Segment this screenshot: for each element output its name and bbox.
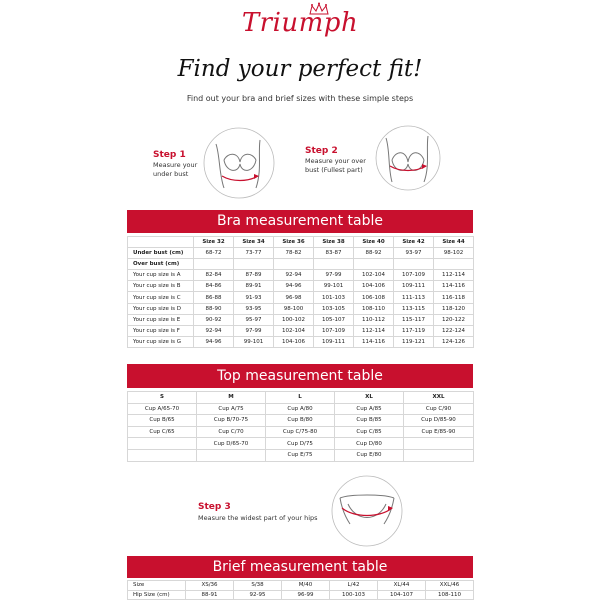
table-cell bbox=[234, 259, 274, 270]
table-cell: 87-89 bbox=[234, 270, 274, 281]
table-cell: 88-90 bbox=[194, 303, 234, 314]
table-cell bbox=[394, 259, 434, 270]
table-cell: 117-119 bbox=[394, 325, 434, 336]
table-row bbox=[128, 259, 474, 270]
table-cell bbox=[434, 259, 474, 270]
overbust-illustration bbox=[374, 124, 442, 192]
table-cell: 86-88 bbox=[194, 292, 234, 303]
table-row bbox=[128, 403, 474, 415]
table-cell: 103-105 bbox=[314, 303, 354, 314]
table-row bbox=[128, 426, 474, 438]
table-cell: 98-100 bbox=[274, 303, 314, 314]
table-cell: L/42 bbox=[330, 581, 378, 591]
table-cell: 93-97 bbox=[394, 248, 434, 259]
table-cell: Cup D/65-70 bbox=[197, 438, 266, 450]
table-cell: 98-102 bbox=[434, 248, 474, 259]
step2-title: Step 2 bbox=[305, 146, 338, 156]
brief-table-title: Brief measurement table bbox=[127, 556, 473, 578]
header-cell: M bbox=[197, 392, 266, 404]
table-cell: 122-124 bbox=[434, 325, 474, 336]
table-cell: XXL/46 bbox=[426, 581, 474, 591]
table-cell: Cup C/70 bbox=[197, 426, 266, 438]
step1-title: Step 1 bbox=[153, 150, 186, 160]
table-cell: 92-94 bbox=[194, 325, 234, 336]
step3-title: Step 3 bbox=[198, 502, 231, 512]
header-cell: Size 34 bbox=[234, 237, 274, 248]
table-cell bbox=[404, 449, 474, 461]
table-header-row bbox=[128, 237, 474, 248]
table-cell: 96-99 bbox=[282, 590, 330, 600]
table-row bbox=[128, 415, 474, 427]
table-cell: Cup C/75-80 bbox=[266, 426, 335, 438]
step1-text bbox=[153, 161, 197, 179]
table-cell: 105-107 bbox=[314, 314, 354, 325]
underbust-illustration bbox=[202, 126, 276, 200]
header-cell: S bbox=[128, 392, 197, 404]
step2-text bbox=[305, 157, 366, 175]
table-cell: 107-109 bbox=[314, 325, 354, 336]
table-cell: 102-104 bbox=[354, 270, 394, 281]
table-header-row bbox=[128, 392, 474, 404]
table-cell: Cup C/90 bbox=[404, 403, 474, 415]
row-label: Your cup size is G bbox=[128, 336, 194, 347]
table-cell: 92-95 bbox=[234, 590, 282, 600]
row-label: Your cup size is B bbox=[128, 281, 194, 292]
header-cell: Size 40 bbox=[354, 237, 394, 248]
brand-logo: Triumph bbox=[241, 8, 359, 38]
table-cell bbox=[128, 449, 197, 461]
row-label: Hip Size (cm) bbox=[128, 590, 186, 600]
table-cell: 94-96 bbox=[194, 336, 234, 347]
table-cell: Cup B/80 bbox=[266, 415, 335, 427]
table-cell: 110-112 bbox=[354, 314, 394, 325]
table-row bbox=[128, 336, 474, 347]
table-cell: 83-87 bbox=[314, 248, 354, 259]
table-cell: Cup A/75 bbox=[197, 403, 266, 415]
table-row bbox=[128, 281, 474, 292]
header-cell: L bbox=[266, 392, 335, 404]
table-row bbox=[128, 248, 474, 259]
step2-line1: Measure your over bbox=[305, 157, 366, 165]
table-cell: 82-84 bbox=[194, 270, 234, 281]
table-cell: Cup D/85-90 bbox=[404, 415, 474, 427]
row-label: Over bust (cm) bbox=[128, 259, 194, 270]
table-cell: 124-126 bbox=[434, 336, 474, 347]
table-row bbox=[128, 325, 474, 336]
hip-illustration bbox=[330, 474, 404, 548]
table-cell: Cup B/65 bbox=[128, 415, 197, 427]
table-cell: 88-91 bbox=[186, 590, 234, 600]
table-cell: 68-72 bbox=[194, 248, 234, 259]
table-cell: 118-120 bbox=[434, 303, 474, 314]
table-cell: 100-102 bbox=[274, 314, 314, 325]
table-cell: 113-115 bbox=[394, 303, 434, 314]
table-cell: 88-92 bbox=[354, 248, 394, 259]
table-row bbox=[128, 314, 474, 325]
table-cell: Cup C/85 bbox=[335, 426, 404, 438]
table-cell: Cup E/80 bbox=[335, 449, 404, 461]
table-cell: Cup D/80 bbox=[335, 438, 404, 450]
table-cell: 112-114 bbox=[434, 270, 474, 281]
table-cell: M/40 bbox=[282, 581, 330, 591]
table-cell: Cup E/85-90 bbox=[404, 426, 474, 438]
table-cell: 111-113 bbox=[394, 292, 434, 303]
row-label: Size bbox=[128, 581, 186, 591]
table-cell: Cup B/70-75 bbox=[197, 415, 266, 427]
table-cell bbox=[314, 259, 354, 270]
table-cell: 100-103 bbox=[330, 590, 378, 600]
table-cell: 92-94 bbox=[274, 270, 314, 281]
table-cell: 73-77 bbox=[234, 248, 274, 259]
table-cell: 106-108 bbox=[354, 292, 394, 303]
header-cell bbox=[128, 237, 194, 248]
table-cell: 93-95 bbox=[234, 303, 274, 314]
row-label: Your cup size is F bbox=[128, 325, 194, 336]
header-cell: XL bbox=[335, 392, 404, 404]
table-cell: 120-122 bbox=[434, 314, 474, 325]
table-cell: 97-99 bbox=[234, 325, 274, 336]
table-row bbox=[128, 292, 474, 303]
table-cell bbox=[404, 438, 474, 450]
step3-text: Measure the widest part of your hips bbox=[198, 514, 318, 522]
table-row bbox=[128, 581, 474, 591]
table-cell: 108-110 bbox=[426, 590, 474, 600]
table-cell: 107-109 bbox=[394, 270, 434, 281]
table-row bbox=[128, 449, 474, 461]
step1-line2: under bust bbox=[153, 170, 189, 178]
table-cell: XS/36 bbox=[186, 581, 234, 591]
table-cell: 102-104 bbox=[274, 325, 314, 336]
crown-icon bbox=[308, 2, 330, 16]
table-cell: 104-106 bbox=[274, 336, 314, 347]
row-label: Your cup size is D bbox=[128, 303, 194, 314]
bra-table-title: Bra measurement table bbox=[127, 210, 473, 233]
table-cell: 109-111 bbox=[314, 336, 354, 347]
table-cell: 97-99 bbox=[314, 270, 354, 281]
table-cell: 116-118 bbox=[434, 292, 474, 303]
table-cell: 104-106 bbox=[354, 281, 394, 292]
table-cell: S/38 bbox=[234, 581, 282, 591]
table-cell: Cup B/85 bbox=[335, 415, 404, 427]
brief-measurement-table bbox=[127, 580, 474, 600]
table-cell: 90-92 bbox=[194, 314, 234, 325]
top-table-title: Top measurement table bbox=[127, 364, 473, 388]
table-cell bbox=[128, 438, 197, 450]
table-cell: 99-101 bbox=[234, 336, 274, 347]
row-label: Under bust (cm) bbox=[128, 248, 194, 259]
table-cell: 115-117 bbox=[394, 314, 434, 325]
table-cell: 112-114 bbox=[354, 325, 394, 336]
table-cell: 94-96 bbox=[274, 281, 314, 292]
table-cell bbox=[354, 259, 394, 270]
table-cell: Cup A/80 bbox=[266, 403, 335, 415]
table-cell: 96-98 bbox=[274, 292, 314, 303]
header-cell: XXL bbox=[404, 392, 474, 404]
table-cell: Cup E/75 bbox=[266, 449, 335, 461]
table-cell bbox=[197, 449, 266, 461]
table-row bbox=[128, 590, 474, 600]
table-cell: Cup D/75 bbox=[266, 438, 335, 450]
table-cell: 91-93 bbox=[234, 292, 274, 303]
page-subheadline: Find out your bra and brief sizes with these simple steps bbox=[186, 94, 414, 103]
table-cell: Cup C/65 bbox=[128, 426, 197, 438]
table-row bbox=[128, 270, 474, 281]
table-cell bbox=[274, 259, 314, 270]
header-cell: Size 32 bbox=[194, 237, 234, 248]
table-cell: 99-101 bbox=[314, 281, 354, 292]
page-headline: Find your perfect fit! bbox=[177, 56, 423, 82]
table-cell: 108-110 bbox=[354, 303, 394, 314]
table-cell: 104-107 bbox=[378, 590, 426, 600]
table-row bbox=[128, 438, 474, 450]
header-cell: Size 38 bbox=[314, 237, 354, 248]
row-label: Your cup size is E bbox=[128, 314, 194, 325]
table-cell: 95-97 bbox=[234, 314, 274, 325]
table-cell: Cup A/85 bbox=[335, 403, 404, 415]
table-cell: XL/44 bbox=[378, 581, 426, 591]
header-cell: Size 44 bbox=[434, 237, 474, 248]
bra-measurement-table bbox=[127, 236, 474, 348]
header-cell: Size 36 bbox=[274, 237, 314, 248]
table-cell: 114-116 bbox=[434, 281, 474, 292]
row-label: Your cup size is C bbox=[128, 292, 194, 303]
table-cell: 84-86 bbox=[194, 281, 234, 292]
table-cell: 101-103 bbox=[314, 292, 354, 303]
table-cell: 119-121 bbox=[394, 336, 434, 347]
table-cell: Cup A/65-70 bbox=[128, 403, 197, 415]
top-measurement-table bbox=[127, 391, 474, 462]
table-cell: 109-111 bbox=[394, 281, 434, 292]
step1-line1: Measure your bbox=[153, 161, 198, 169]
table-cell: 89-91 bbox=[234, 281, 274, 292]
row-label: Your cup size is A bbox=[128, 270, 194, 281]
header-cell: Size 42 bbox=[394, 237, 434, 248]
step2-line2: bust (Fullest part) bbox=[305, 166, 363, 174]
table-cell: 78-82 bbox=[274, 248, 314, 259]
table-cell bbox=[194, 259, 234, 270]
table-cell: 114-116 bbox=[354, 336, 394, 347]
table-row bbox=[128, 303, 474, 314]
